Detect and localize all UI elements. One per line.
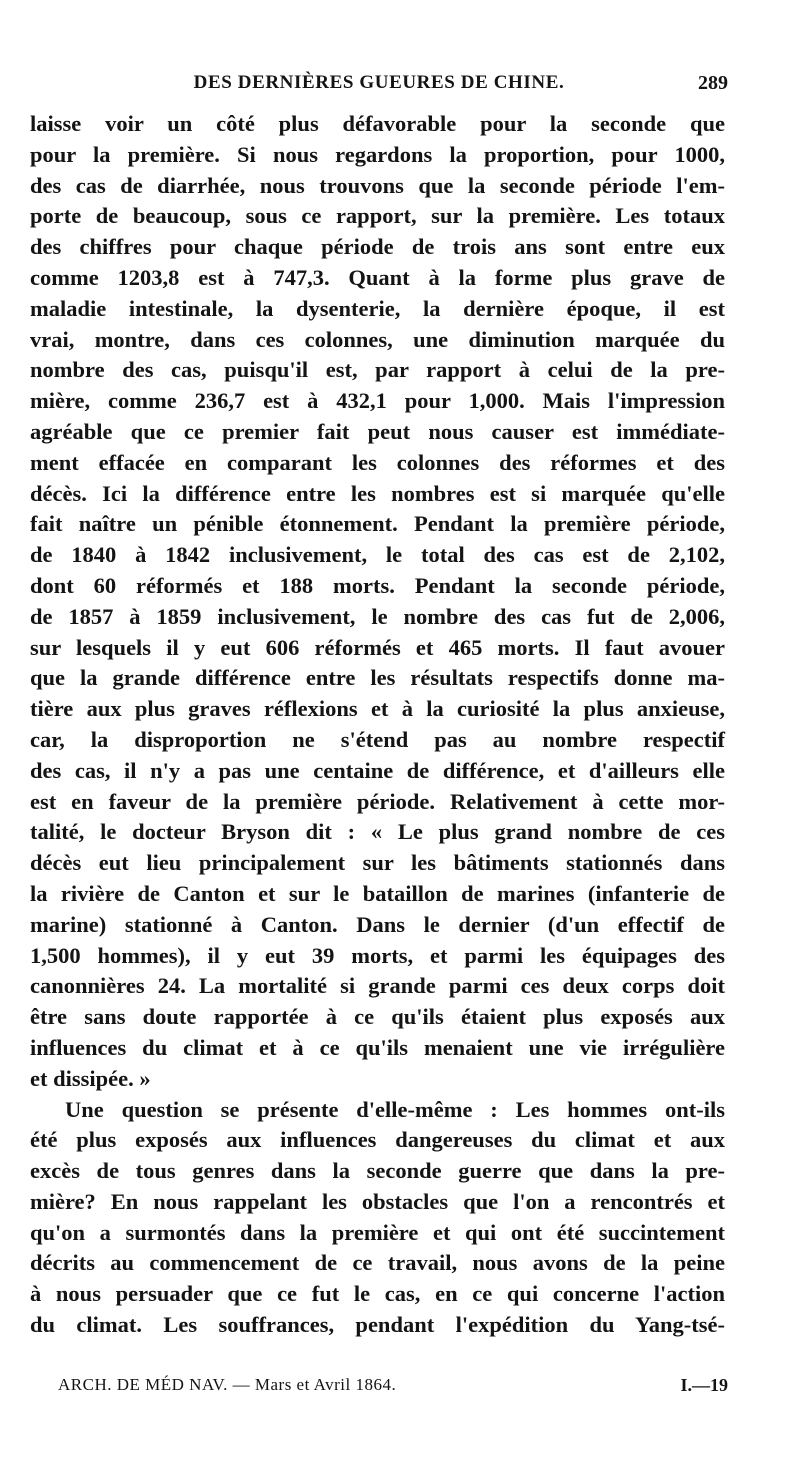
text-line: comme 1203,8 est à 747,3. Quant à la forme plus grave de <box>30 264 725 290</box>
text-line: nombre des cas, puisqu'il est, par rapport à celui de la pre- <box>30 357 725 383</box>
page-number: 289 <box>698 72 728 94</box>
text-line: sur lesquels il y eut 606 réformés et 465 morts. Il faut avouer <box>30 634 725 660</box>
text-line: mière, comme 236,7 est à 432,1 pour 1,000. Mais l'impression <box>30 388 725 414</box>
text-line: des cas de diarrhée, nous trouvons que la seconde période l'em- <box>30 172 725 198</box>
text-line: marine) stationné à Canton. Dans le dernier (d'un effectif de <box>30 911 725 937</box>
text-line: mière? En nous rappelant les obstacles que l'on a rencontrés et <box>30 1188 725 1214</box>
text-line: maladie intestinale, la dysenterie, la dernière époque, il est <box>30 295 725 321</box>
text-line: canonnières 24. La mortalité si grande parmi ces deux corps doit <box>30 973 725 999</box>
text-line: dont 60 réformés et 188 morts. Pendant la seconde période, <box>30 572 725 598</box>
text-line: 1,500 hommes), il y eut 39 morts, et parmi les équipages des <box>30 942 725 968</box>
text-line: porte de beaucoup, sous ce rapport, sur la première. Les totaux <box>30 203 725 229</box>
running-header <box>30 70 728 104</box>
page-footer <box>58 1375 728 1403</box>
footer-journal-citation: ARCH. DE MÉD NAV. — Mars et Avril 1864. <box>58 1375 397 1394</box>
text-line: à nous persuader que ce fut le cas, en ce qui concerne l'action <box>30 1281 725 1307</box>
text-line: tière aux plus graves réflexions et à la curiosité la plus anxieuse, <box>30 696 725 722</box>
text-line: la rivière de Canton et sur le bataillon de marines (infanterie de <box>30 880 725 906</box>
text-line: décrits au commencement de ce travail, nous avons de la peine <box>30 1250 725 1276</box>
text-line: du climat. Les souffrances, pendant l'expédition du Yang-tsé- <box>30 1312 725 1338</box>
text-line: excès de tous genres dans la seconde guerre que dans la pre- <box>30 1158 725 1184</box>
text-line: qu'on a surmontés dans la première et qui ont été succintement <box>30 1219 725 1245</box>
text-line: de 1840 à 1842 inclusivement, le total des cas est de 2,102, <box>30 542 725 568</box>
text-line: été plus exposés aux influences dangereuses du climat et aux <box>30 1127 725 1153</box>
text-line: ment effacée en comparant les colonnes des réformes et des <box>30 449 725 475</box>
text-line: que la grande différence entre les résultats respectifs donne ma- <box>30 665 725 691</box>
text-line: laisse voir un côté plus défavorable pour la seconde que <box>30 111 725 136</box>
text-line: fait naître un pénible étonnement. Pendant la première période, <box>30 511 725 537</box>
body-text <box>30 109 725 1341</box>
text-line: décès eut lieu principalement sur les bâtiments stationnés dans <box>30 850 725 876</box>
text-line: vrai, montre, dans ces colonnes, une diminution marquée du <box>30 326 725 352</box>
text-line: est en faveur de la première période. Relativement à cette mor- <box>30 788 725 814</box>
text-line: des chiffres pour chaque période de trois ans sont entre eux <box>30 234 725 260</box>
footer-signature-mark: I.—19 <box>680 1375 728 1395</box>
text-line: influences du climat et à ce qu'ils menaient une vie irrégulière <box>30 1034 725 1060</box>
text-line: pour la première. Si nous regardons la proportion, pour 1000, <box>30 141 725 167</box>
text-line: de 1857 à 1859 inclusivement, le nombre des cas fut de 2,006, <box>30 603 725 629</box>
running-title: DES DERNIÈRES GUEURES DE CHINE. <box>193 72 565 93</box>
text-line: talité, le docteur Bryson dit : « Le plus grand nombre de ces <box>30 819 725 845</box>
text-line-paragraph-end: et dissipée. » <box>30 1065 151 1091</box>
text-line: des cas, il n'y a pas une centaine de différence, et d'ailleurs elle <box>30 757 725 783</box>
text-line: décès. Ici la différence entre les nombres est si marquée qu'elle <box>30 480 725 506</box>
text-line: être sans doute rapportée à ce qu'ils étaient plus exposés aux <box>30 1004 725 1030</box>
text-line-paragraph-start: Une question se présente d'elle-même : Les hommes ont-ils <box>65 1096 725 1122</box>
text-line: agréable que ce premier fait peut nous causer est immédiate- <box>30 418 725 444</box>
text-line: car, la disproportion ne s'étend pas au nombre respectif <box>30 726 725 752</box>
